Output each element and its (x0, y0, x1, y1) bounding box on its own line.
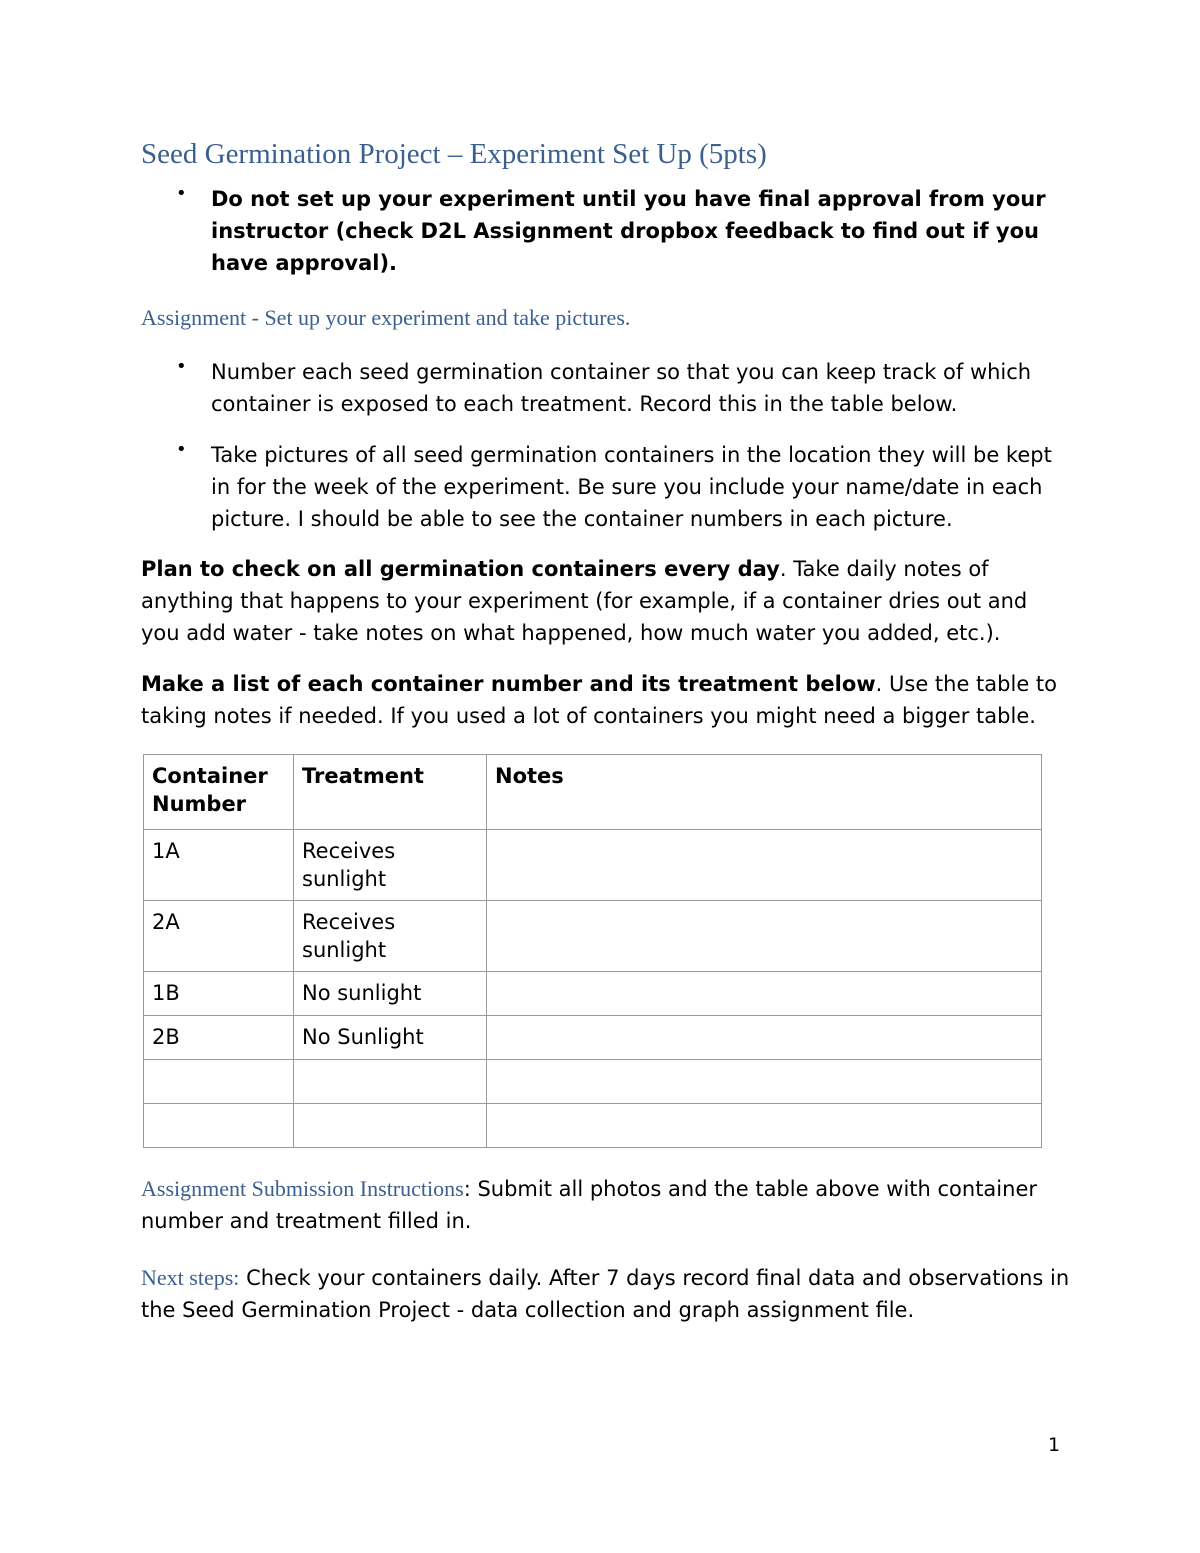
cell-notes[interactable] (487, 1104, 1042, 1148)
assignment-heading: Assignment - Set up your experiment and take pictures. (141, 305, 631, 330)
submission-label: Assignment Submission Instructions (141, 1176, 464, 1201)
bullet-text: Take pictures of all seed germination containers in the location they will be kept in for the week of the experiment. Be sure you include your name/date in each picture. I should be able to see the container numbers in each picture. (211, 443, 1052, 531)
submission-colon: : (463, 1177, 471, 1201)
table-header-row (144, 755, 1042, 830)
cell-container[interactable] (144, 1104, 294, 1148)
cell-treatment[interactable] (294, 1060, 487, 1104)
next-steps-text: Check your containers daily. After 7 days record final data and observations in the Seed Germination Project - data collection and graph assignment file. (141, 1266, 1070, 1322)
cell-notes[interactable] (487, 972, 1042, 1016)
list-item (176, 439, 1076, 535)
cell-notes[interactable] (487, 830, 1042, 901)
cell-notes[interactable] (487, 901, 1042, 972)
cell-container: 1B (144, 972, 294, 1016)
bullet-icon: • (176, 439, 187, 460)
cell-container: 1A (144, 830, 294, 901)
cell-container: 2A (144, 901, 294, 972)
bullet-icon: • (176, 356, 187, 377)
header-container-number: Container Number (144, 755, 294, 830)
warning-text: Do not set up your experiment until you have final approval from your instructor (check D2L Assignment dropbox feedback to find out if you have approval). (211, 187, 1046, 275)
page-number: 1 (1048, 1434, 1061, 1456)
plan-rest: . Take daily notes of anything that happens to your experiment (for example, if a container dries out and you add water - take notes on what happened, how much water you added, etc.). (141, 557, 1028, 645)
cell-notes[interactable] (487, 1060, 1042, 1104)
warning-bullet (176, 183, 1076, 279)
submission-paragraph (141, 1173, 1071, 1237)
cell-treatment: No sunlight (294, 972, 487, 1016)
cell-treatment: Receives sunlight (294, 901, 487, 972)
submission-text: Submit all photos and the table above with container number and treatment filled in. (141, 1177, 1037, 1233)
header-notes: Notes (487, 755, 1042, 830)
next-steps-paragraph (141, 1262, 1071, 1326)
cell-treatment[interactable] (294, 1104, 487, 1148)
table-row (144, 972, 1042, 1016)
container-table (143, 754, 1042, 1148)
table-row (144, 901, 1042, 972)
header-treatment: Treatment (294, 755, 487, 830)
bullet-icon: • (176, 183, 187, 204)
list-bold: Make a list of each container number and its treatment below (141, 672, 876, 696)
table-row (144, 830, 1042, 901)
cell-treatment: No Sunlight (294, 1016, 487, 1060)
cell-notes[interactable] (487, 1016, 1042, 1060)
cell-treatment: Receives sunlight (294, 830, 487, 901)
list-paragraph (141, 668, 1071, 732)
plan-bold: Plan to check on all germination containers every day (141, 557, 780, 581)
bullet-text: Number each seed germination container so that you can keep track of which container is exposed to each treatment. Record this in the table below. (211, 360, 1032, 416)
list-item (176, 356, 1076, 420)
plan-paragraph (141, 553, 1071, 649)
cell-container[interactable] (144, 1060, 294, 1104)
table-row (144, 1060, 1042, 1104)
list-rest: . Use the table to taking notes if needed. If you used a lot of containers you might need a bigger table. (141, 672, 1057, 728)
page-title: Seed Germination Project – Experiment Set Up (5pts) (141, 138, 767, 170)
table-row (144, 1016, 1042, 1060)
next-steps-label: Next steps: (141, 1265, 240, 1290)
table-row (144, 1104, 1042, 1148)
cell-container: 2B (144, 1016, 294, 1060)
